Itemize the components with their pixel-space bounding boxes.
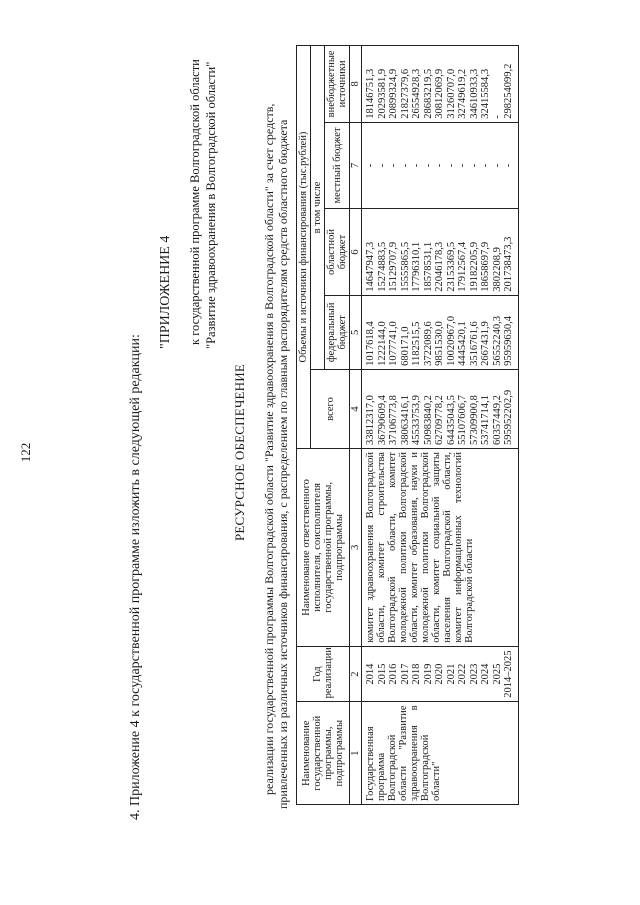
column-number: 1 bbox=[350, 702, 362, 805]
extrabudget-value: - bbox=[491, 115, 503, 119]
total-value: 50983840,2 bbox=[422, 395, 434, 446]
local-value: - bbox=[503, 163, 515, 168]
local-value: - bbox=[480, 163, 492, 168]
local-value: - bbox=[434, 163, 446, 168]
appendix-subtitle: "Развитие здравоохранения в Волгоградской области" bbox=[204, 61, 218, 349]
program-name-cell: Государственная программа Волгоградской области "Развитие здравоохранения в Волгоградской области" bbox=[362, 702, 519, 805]
extrabudget-value: 298254099,2 bbox=[503, 63, 515, 119]
total-value: 37106773,8 bbox=[388, 395, 400, 446]
extrabudget-value: 31260707,0 bbox=[445, 68, 457, 119]
years-cell bbox=[362, 646, 519, 702]
total-value: 595952202,9 bbox=[503, 389, 515, 446]
regional-value: 22046178,3 bbox=[434, 241, 446, 292]
local-value: - bbox=[411, 163, 423, 168]
federal-value: 10020967,0 bbox=[445, 316, 457, 366]
header-including: в том числе bbox=[311, 46, 325, 370]
regional-value: 17796310,1 bbox=[411, 241, 423, 292]
resource-table-container bbox=[296, 45, 519, 805]
years-value: 2021 bbox=[445, 663, 457, 685]
years-value: 2019 bbox=[422, 663, 434, 685]
local-cell bbox=[362, 122, 519, 209]
years-value: 2014 bbox=[365, 663, 377, 685]
column-number: 4 bbox=[350, 369, 362, 448]
total-value: 33812317,0 bbox=[365, 395, 377, 446]
federal-value: 680171,0 bbox=[399, 326, 411, 366]
column-number-row bbox=[350, 46, 362, 805]
total-value: 57309900,8 bbox=[468, 395, 480, 446]
total-value: 62709778,2 bbox=[434, 395, 446, 446]
extrabudget-value: 34610933,3 bbox=[468, 68, 480, 119]
local-value: - bbox=[445, 163, 457, 168]
local-value: - bbox=[468, 163, 480, 168]
federal-value: 56552240,3 bbox=[491, 316, 503, 366]
extrabudget-value: 28683219,5 bbox=[422, 68, 434, 119]
local-value: - bbox=[399, 163, 411, 168]
years-value: 2023 bbox=[468, 663, 480, 685]
extrabudget-cell bbox=[362, 46, 519, 123]
federal-value: 3722089,6 bbox=[422, 321, 434, 366]
regional-value: 15129707,9 bbox=[388, 241, 400, 292]
regional-value: 201738473,3 bbox=[503, 236, 515, 292]
federal-value: 1182515,5 bbox=[411, 321, 423, 366]
header-total: всего bbox=[311, 369, 350, 448]
regional-value: 18658697,9 bbox=[480, 241, 492, 292]
table-row bbox=[362, 46, 519, 805]
header-regional: областной бюджет bbox=[325, 209, 350, 296]
federal-value: 95959630,4 bbox=[503, 316, 515, 366]
years-value: 2018 bbox=[411, 663, 423, 685]
header-year: Год реализации bbox=[297, 646, 350, 702]
total-period: 2014–2025 bbox=[503, 650, 515, 698]
extrabudget-value: 21827379,6 bbox=[399, 68, 411, 119]
extrabudget-value: 18146751,3 bbox=[365, 68, 377, 119]
federal-value: 1222144,0 bbox=[376, 321, 388, 366]
column-number: 7 bbox=[350, 122, 362, 209]
total-value: 45533753,9 bbox=[411, 395, 423, 446]
regional-value: 23153369,5 bbox=[445, 241, 457, 292]
federal-value: 3516761,6 bbox=[468, 321, 480, 366]
total-value: 38063416,1 bbox=[399, 395, 411, 446]
local-value: - bbox=[422, 163, 434, 168]
federal-cell bbox=[362, 295, 519, 369]
header-local: местный бюджет bbox=[325, 122, 350, 209]
page-number: 122 bbox=[18, 442, 33, 463]
years-value: 2020 bbox=[434, 663, 446, 685]
local-value: - bbox=[365, 163, 377, 168]
total-value: 64435043,5 bbox=[445, 395, 457, 446]
header-volumes: Объемы и источники финансирования (тыс.рублей) bbox=[297, 46, 311, 449]
years-value: 2024 bbox=[480, 663, 492, 685]
amendment-intro: 4. Приложение 4 к государственной программе изложить в следующей редакции: bbox=[128, 334, 143, 820]
resource-table bbox=[296, 45, 519, 805]
years-value: 2016 bbox=[388, 663, 400, 685]
regional-value: 14647947,3 bbox=[365, 241, 377, 292]
column-number: 5 bbox=[350, 295, 362, 369]
regional-cell bbox=[362, 209, 519, 296]
regional-value: 18578531,1 bbox=[422, 241, 434, 292]
column-number: 2 bbox=[350, 646, 362, 702]
column-number: 8 bbox=[350, 46, 362, 123]
extrabudget-value: 32415584,3 bbox=[480, 68, 492, 119]
federal-value: 4445420,1 bbox=[457, 321, 469, 366]
extrabudget-value: 32749619,2 bbox=[457, 68, 469, 119]
local-value: - bbox=[491, 163, 503, 168]
column-number: 3 bbox=[350, 449, 362, 647]
local-value: - bbox=[388, 163, 400, 168]
regional-value: 17912567,4 bbox=[457, 241, 469, 292]
local-value: - bbox=[376, 163, 388, 168]
years-value: 2015 bbox=[376, 663, 388, 685]
total-value: 53741714,1 bbox=[480, 395, 492, 446]
document-description: привлеченных из различных источников финансирования, с распределением по главным распорядителям средств областного бюджета bbox=[276, 119, 290, 809]
regional-value: 3802208,9 bbox=[491, 247, 503, 292]
extrabudget-value: 20899324,9 bbox=[388, 68, 400, 119]
years-value: 2022 bbox=[457, 663, 469, 685]
total-value: 36790609,4 bbox=[376, 395, 388, 446]
extrabudget-value: 20293581,9 bbox=[376, 68, 388, 119]
regional-value: 15274883,5 bbox=[376, 241, 388, 292]
appendix-subtitle: к государственной программе Волгоградской области bbox=[188, 59, 202, 345]
extrabudget-value: 26554928,3 bbox=[411, 68, 423, 119]
total-value: 55107606,7 bbox=[457, 395, 469, 446]
header-executor: Наименование ответственного исполнителя, соисполнителя государственной программы, подпрограммы bbox=[297, 449, 350, 647]
document-description: реализации государственной программы Волгоградской области "Развитие здравоохранения в Волгоградской области" за счет средств, bbox=[262, 103, 276, 795]
column-number: 6 bbox=[350, 209, 362, 296]
federal-value: 1077741,0 bbox=[388, 321, 400, 366]
extrabudget-value: 30812069,9 bbox=[434, 68, 446, 119]
header-federal: федеральный бюджет bbox=[325, 295, 350, 369]
header-program: Наименование государственной программы, подпрограммы bbox=[297, 702, 350, 805]
document-title: РЕСУРСНОЕ ОБЕСПЕЧЕНИЕ bbox=[232, 364, 247, 542]
total-value: 60357449,2 bbox=[491, 395, 503, 446]
regional-value: 19182205,9 bbox=[468, 241, 480, 292]
local-value: - bbox=[457, 163, 469, 168]
years-value: 2017 bbox=[399, 663, 411, 685]
appendix-title: "ПРИЛОЖЕНИЕ 4 bbox=[158, 235, 173, 349]
header-extrabudget: внебюджетные источники bbox=[325, 46, 350, 123]
federal-value: 9851530,0 bbox=[434, 321, 446, 366]
regional-value: 15555865,5 bbox=[399, 241, 411, 292]
years-value: 2025 bbox=[491, 663, 503, 685]
executors-cell: комитет здравоохранения Волгоградской области, комитет строительства Волгоградской области, комитет молодежной политики Волгоградской области, комитет образования, науки и молодежной политики Волгоградской области, комитет социальной защиты населения Волгоградской области, комитет информационных технологий Волгоградской области bbox=[362, 449, 519, 647]
total-cell bbox=[362, 369, 519, 448]
federal-value: 2667431,9 bbox=[480, 321, 492, 366]
federal-value: 1017618,4 bbox=[365, 321, 377, 366]
